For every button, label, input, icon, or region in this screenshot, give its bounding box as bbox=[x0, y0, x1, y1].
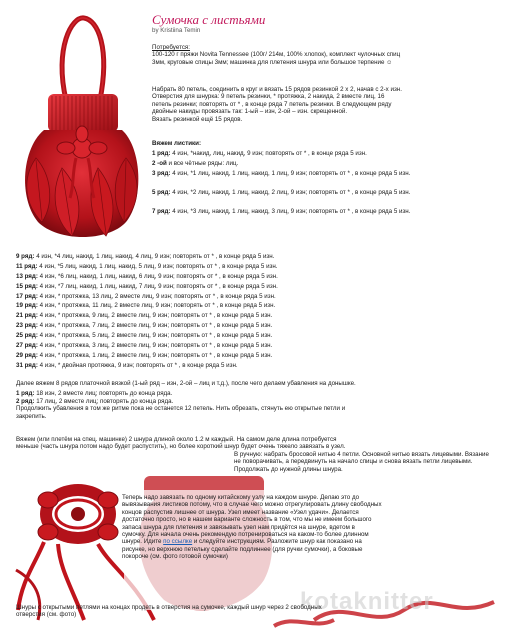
leaf-row: 29 ряд: 4 изн, * протяжка, 1 лиц, 2 вместе лиц, 9 изн; повторять от * , в конце ряда 5 изн. bbox=[16, 351, 273, 359]
leaf-row: 5 ряд: 4 изн, *2 лиц, накид, 1 лиц, накид, 2 лиц, 9 изн; повторять от * , в конце ряда 5 изн. bbox=[152, 189, 411, 197]
knot-paragraph bbox=[122, 494, 382, 561]
knot-line: Теперь надо завязать по одному китайскому узлу на каждом шнуре. Делаю это до bbox=[122, 494, 360, 501]
final-line: Шнуры с открытыми петлями на концах продеть в отверстия на сумочке, каждый шнур через 2 свободных bbox=[16, 604, 322, 611]
knot-link-line: шнуре. Идите по ссылке и следуйте инструкциям. Разложите шнур как показано на bbox=[122, 538, 362, 546]
knot-line: запаса шнура для плетения и завязывать узел нам придётся на шнуре, вдетом в bbox=[122, 523, 355, 531]
bag-photo bbox=[14, 8, 148, 246]
intro-line: Набрать 80 петель, соединить в круг и вязать 15 рядов резинкой 2 х 2, начав с 2-х изн. bbox=[152, 86, 402, 93]
knot-line: концов распустив лишнее от шнура. Узел имеет название «Узел удачи». Делается bbox=[122, 508, 359, 516]
decrease-outro-line: Продолжить убавления в том же ритме пока не останется 12 петель. Нить обрезать, стянуть ею открытые петли и bbox=[16, 405, 346, 413]
leaf-row: 9 ряд: 4 изн, *4 лиц, накид, 1 лиц, накид, 4 лиц, 9 изн; повторять от * , в конце ряда 5 изн. bbox=[16, 253, 275, 260]
materials-line: 100-120 г пряжи Novita Tennessee (100г/ 214м, 100% хлопок), комплект чулочных спиц bbox=[152, 51, 401, 59]
watermark: kotaknitter bbox=[300, 588, 434, 615]
intro-block bbox=[152, 86, 402, 123]
decrease-row: 2 ряд: 17 лиц, 2 вместе лиц; повторять до конца ряда. bbox=[16, 397, 174, 405]
final-paragraph bbox=[16, 604, 322, 619]
intro-line: двойные накиды провязать так: 1-ый – изн, 2-ой – изн. скрещенной. bbox=[152, 108, 348, 116]
final-line: отверстия (см. фото) bbox=[16, 611, 77, 619]
leaf-row: 2 -ой и все чётные ряды: лиц. bbox=[152, 160, 239, 168]
intro-line: петель резинки; повторять от * , в конце ряда 7 петель резинки. В следующем ряду bbox=[152, 100, 392, 108]
leaf-row: 11 ряд: 4 изн, *5 лиц, накид, 1 лиц, накид, 5 лиц, 9 изн; повторять от * , в конце ряда 5 изн. bbox=[16, 262, 278, 270]
materials-block bbox=[152, 44, 400, 66]
leaf-row: 31 ряд: 4 изн, * двойная протяжка, 9 изн; повторять от * , в конце ряда 5 изн. bbox=[16, 361, 238, 369]
cord-line: Продолжать до нужной длины шнура. bbox=[234, 465, 343, 473]
leaf-row: 13 ряд: 4 изн, *6 лиц, накид, 1 лиц, накид, 6 лиц, 9 изн; повторять от * , в конце ряда 5 изн. bbox=[16, 272, 278, 280]
cord-paragraph bbox=[16, 436, 489, 473]
leaf-row: 17 ряд: 4 изн, * протяжка, 13 лиц, 2 вместе лиц, 9 изн; повторять от * , в конце ряда 5 изн. bbox=[16, 292, 276, 300]
leaf-rows-full bbox=[16, 252, 278, 371]
knot-line: покороче (см. фото готовой сумочки) bbox=[122, 553, 228, 561]
cord-line: меньше (часть шнура потом надо будет распустить), но более короткий шнур будет очень тяжело завязать в узел. bbox=[16, 443, 346, 451]
decrease-intro: Далее вяжем 8 рядов платочной вязкой (1-ый ряд – изн, 2-ой – лиц и т.д.), после чего делаем убавления на донышке. bbox=[16, 380, 356, 387]
leaf-row: 15 ряд: 4 изн, *7 лиц, накид, 1 лиц, накид, 7 лиц, 9 изн; повторять от * , в конце ряда 5 изн. bbox=[16, 282, 278, 290]
leaf-row: 25 ряд: 4 изн, * протяжка, 5 лиц, 2 вместе лиц, 9 изн; повторять от * , в конце ряда 5 изн. bbox=[16, 332, 273, 340]
page-title: Сумочка с листьями bbox=[152, 12, 266, 27]
leaf-row: 1 ряд: 4 изн, *накид, лиц, накид, 9 изн; повторять от * , в конце ряда 5 изн. bbox=[152, 150, 367, 158]
leaf-row: 3 ряд: 4 изн, *1 лиц, накид, 1 лиц, накид, 1 лиц, 9 изн; повторять от * , в конце ряда 5 изн. bbox=[152, 170, 411, 178]
decrease-block bbox=[16, 380, 356, 420]
cord-line: не поворачивать, а передвинуть на начало спицы и снова вязать петли лицевыми. bbox=[234, 458, 473, 466]
instructions-link[interactable]: по ссылке bbox=[163, 538, 193, 546]
leaf-row: 27 ряд: 4 изн, * протяжка, 3 лиц, 2 вместе лиц, 9 изн; повторять от * , в конце ряда 5 изн. bbox=[16, 342, 273, 350]
materials-line: 3мм, круговые спицы 3мм; машинка для плетения шнура или большое терпение ☺ bbox=[152, 58, 393, 66]
knot-line: вывязывания листиков потому, что в случае чего можно отрегулировать длину свободных bbox=[122, 501, 382, 509]
intro-line: Вязать резинкой ещё 15 рядов. bbox=[152, 115, 243, 123]
author-byline: by Kristiina Temin bbox=[152, 27, 201, 34]
leaves-heading: Вяжем листики: bbox=[152, 140, 202, 147]
leaf-row: 19 ряд: 4 изн, * протяжка, 11 лиц, 2 вместе лиц, 9 изн; повторять от * , в конце ряда 5 изн. bbox=[16, 302, 276, 310]
leaves-block bbox=[152, 140, 410, 217]
cord-line: В ручную: набрать бросовой нитью 4 петли. Основной нитью вязать лицевыми. Вязание bbox=[234, 450, 489, 458]
decrease-outro-line: закрепить. bbox=[16, 412, 47, 420]
intro-line: Отверстия для шнурка: 9 петель резинки, * протяжка, 2 накида, 2 вместе лиц, 16 bbox=[152, 93, 385, 101]
leaf-row: 23 ряд: 4 изн, * протяжка, 7 лиц, 2 вместе лиц, 9 изн; повторять от * , в конце ряда 5 изн. bbox=[16, 322, 273, 330]
leaf-row: 21 ряд: 4 изн, * протяжка, 9 лиц, 2 вместе лиц, 9 изн; повторять от * , в конце ряда 5 изн. bbox=[16, 312, 273, 320]
knot-line: сумочку. Для начала очень рекомендую потренироваться на каком-то более длинном bbox=[122, 531, 369, 539]
materials-heading: Потребуется: bbox=[152, 44, 190, 51]
knot-line: достаточно просто, но в нашем варианте сложность в том, что мы не имеем большого bbox=[122, 516, 372, 524]
cord-line: Вяжем (или плетём на спец. машинке) 2 шнура длиной около 1.2 м каждый. На самом деле длина потребуется bbox=[16, 436, 337, 443]
leaf-row: 7 ряд: 4 изн, *3 лиц, накид, 1 лиц, накид, 3 лиц, 9 изн; повторять от * , в конце ряда 5 изн. bbox=[152, 207, 411, 215]
knot-line: рисунке, но верхнюю петельку сделайте подлиннее (для ручки сумочки), а боковые bbox=[122, 545, 363, 553]
decrease-row: 1 ряд: 18 изн, 2 вместе лиц; повторять до конца ряда. bbox=[16, 390, 173, 398]
